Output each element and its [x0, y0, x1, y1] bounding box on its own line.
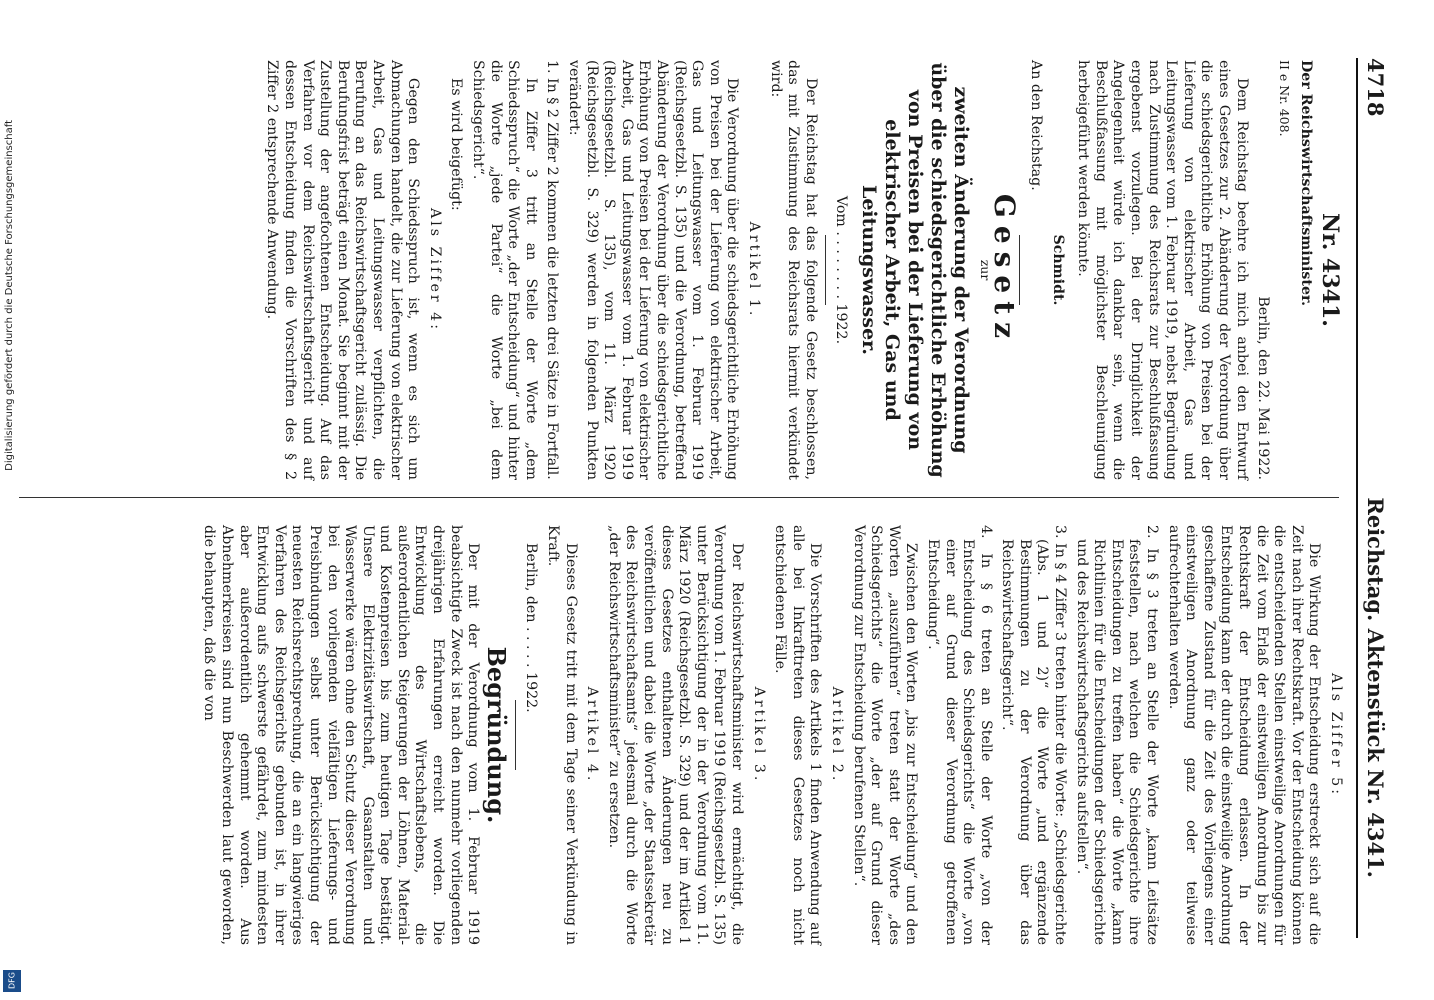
begruendung-text: Der mit der Verordnung vom 1. Februar 1919 beabsichtigte Zweck ist nach den nunmehr vorliegenden dreijährigen Erfahrungen erreicht worden. Die Entwicklung des Wirtschaftslebens, die außerordentlichen Steigerungen der Löhnen, Material- und Kostenpreisen bis zum heutigen Tage bestätigt. Unsere Elektrizitätswirtschaft, Gasanstalten und Wasserwerke wären ohne den Schutz dieser Verordnung bei den vorliegenden vielfältigen Lieferungs- und Preisbindungen selbst unter Berücksichtigung der neuesten Reichsrechtsprechung, die an ein langwieriges Verfahren des Reichsgerichts gebunden ist, in ihrer Entwicklung aufs schwerste gefährdet, zum mindesten aber außerordentlich gehemmt worden. Aus Abnehmerkreisen sind nun Beschwerden laut geworden, die behaupten, daß die von [201, 525, 482, 945]
sender: Der Reichswirtschaftsminister. [1298, 60, 1315, 307]
page-header [1356, 58, 1388, 938]
law-date: Vom . . . . . . . . 1922. [833, 195, 850, 345]
rule [825, 235, 826, 305]
item-1: 1. In § 2 Ziffer 2 kommen die letzten drei Sätze in Fortfall. [544, 60, 561, 480]
intro-text: Dem Reichstag beehre ich mich anbei den Entwurf eines Gesetzes zur 2. Abänderung der Verordnung über die schiedsgerichtliche Erhöhung von Preisen bei der Lieferung von elektrischer Arbeit, Gas und Leitungswasser vom 1. Februar 1919, nebst Begründung nach Zustimmung des Reichsrats zur Beschlußfassung ergebenst vorzulegen. Bei der Dringlichkeit der Angelegenheit würde ich dankbar sein, wenn die Beschlußfassung mit möglichster Beschleunigung herbeigeführt werden könnte. [1075, 60, 1250, 480]
item-1b: In Ziffer 3 tritt an Stelle der Worte „dem Schiedsspruch“ die Worte „der Entscheidung“ und hinter die Worte „jede Partei“ die Worte „bei dem Schiedsgericht“. [470, 60, 539, 480]
zur-label: zur [977, 259, 993, 281]
place-date-2: Berlin, den . . . . . 1922. [523, 543, 540, 713]
place-date: Berlin, den 22. Mai 1922. [1255, 296, 1272, 480]
article-2-heading: Artikel 2. [828, 686, 845, 784]
page-number: 4718 [1363, 58, 1388, 117]
dfg-logo: DFG [3, 970, 21, 992]
addressee: An den Reichstag. [1028, 60, 1045, 191]
running-title: Reichstag. Aktenstück Nr. 4341. [1363, 497, 1388, 878]
ziffer-5-heading: Als Ziffer 5: [1328, 673, 1344, 797]
item-4b: Zwischen den Worten „bis zur Entscheidung“ und den Worten „auszuführen“ treten statt der Worte „des Schiedsgerichts“ die Worte „der auf Grund dieser Verordnung zur Entscheidung berufenen Stellen“. [850, 525, 920, 945]
article-2-text: Die Vorschriften des Artikels 1 finden Anwendung auf alle bei Inkrafttreten dieses Gesetzes noch nicht entschiedenen Fälle. [772, 525, 824, 945]
law-title: zweiten Änderung der Verordnung über die schiedsgerichtliche Erhöhung von Preisen bei der Lieferung von elektrischer Arbeit, Gas und Leitungswasser. [858, 62, 973, 478]
reference: II e Nr. 408. [1276, 60, 1292, 137]
item-2: 2. In § 3 treten an Stelle der Worte „kann Leitsätze feststellen, nach welchen die Schiedsgerichte ihre Entscheidungen zu treffen haben“ die Worte „kann Richtlinien für die Entscheidungen der Schiedsgerichte und des Reichswirtschaftsgerichts aufstellen“. [1073, 525, 1161, 945]
article-4-text: Dieses Gesetz tritt mit dem Tage seiner Verkündung in Kraft. [545, 525, 579, 945]
digitization-credit [0, 0, 24, 1000]
signature: Schmidt. [1049, 234, 1066, 306]
rule [515, 700, 516, 770]
ziffer-5-text: Die Wirkung der Entscheidung erstreckt sich auf die Zeit nach ihrer Rechtskraft. Vor der Entscheidung können die entscheidenden Stellen einstweilige Anordnungen für die Zeit vom Erlaß der einstweiligen Anordnung bis zur Rechtskraft der Entscheidung erlassen. In der Entscheidung kann der durch die einstweilige Anordnung geschaffene Zustand für die Zeit des Vorliegens einer einstweiligen Anordnung ganz oder teilweise aufrechterhalten werden. [1165, 525, 1323, 945]
article-3-heading: Artikel 3. [750, 686, 767, 784]
left-column [259, 60, 1344, 480]
article-1-heading: Artikel 1. [745, 221, 762, 319]
column-divider [19, 497, 1339, 498]
article-4-heading: Artikel 4. [584, 686, 601, 784]
credit-text: Digitalisierung gefördert durch die Deutsche Forschungsgemeinschaft [4, 120, 15, 471]
item-3: 3. In § 4 Ziffer 3 treten hinter die Worte: „Schiedsgerichte (Abs. 1 und 2)“ die Worte „und ergänzende Bestimmungen zu der Verordnung über das Reichswirtschaftsgericht“. [999, 525, 1069, 945]
added-note: Es wird beigefügt: [448, 78, 465, 211]
ziffer-4-heading: Als Ziffer 4: [426, 208, 443, 332]
article-1-text: Die Verordnung über die schiedsgerichtliche Erhöhung von Preisen bei der Lieferung von elektrischer Arbeit, Gas und Leitungswasser vom 1. Februar 1919 (Reichsgesetzbl. S. 135) und die Verordnung, betreffend Abänderung der Verordnung über die schiedsgerichtliche Erhöhung von Preisen bei der Lieferung von elektrischer Arbeit, Gas und Leitungswasser vom 1. Februar 1919 (Reichsgesetzbl. S. 135), vom 11. März 1920 (Reichsgesetzbl. S. 329) werden in folgenden Punkten verändert: [566, 60, 741, 480]
item-4: 4. In § 6 treten an Stelle der Worte „von der Entscheidung des Schiedsgerichts“ die Worte „von einer auf Grund dieser Verordnung getroffenen Entscheidung“. [924, 525, 994, 945]
gesetz-heading: Gesetz [988, 193, 1022, 347]
right-column [196, 525, 1344, 945]
enactment: Der Reichstag hat das folgende Gesetz beschlossen, das mit Zustimmung des Reichsrats hiermit verkündet wird: [767, 60, 819, 480]
begruendung-heading: Begründung. [481, 646, 511, 824]
article-3-text: Der Reichswirtschaftsminister wird ermächtigt, die Verordnung vom 1. Februar 1919 (Reichsgesetzbl. S. 135) unter Berücksichtigung der in der Verordnung vom 11. März 1920 (Reichsgesetzbl. S. 329) und der im Artikel 1 dieses Gesetzes enthaltenen Änderungen neu zu veröffentlichen und dabei die Worte „der Staatssekretär des Reichswirtschaftsamts“ jedesmal durch die Worte „der Reichswirtschaftsminister“ zu ersetzen. [605, 525, 745, 945]
ziffer-4-text: Gegen den Schiedsspruch ist, wenn es sich um Abmachungen handelt, die zur Lieferung von elektrischer Arbeit, Gas und Leitungswasser verpflichten, die Berufung an das Reichswirtschaftsgericht zulässig. Die Berufungsfrist beträgt einen Monat. Sie beginnt mit der Zustellung der angefochtenen Entscheidung. Auf das Verfahren vor dem Reichswirtschaftsgericht und auf dessen Entscheidung finden die Vorschriften des § 2 Ziffer 2 entsprechende Anwendung. [264, 60, 422, 480]
doc-number: Nr. 4341. [1317, 213, 1343, 327]
